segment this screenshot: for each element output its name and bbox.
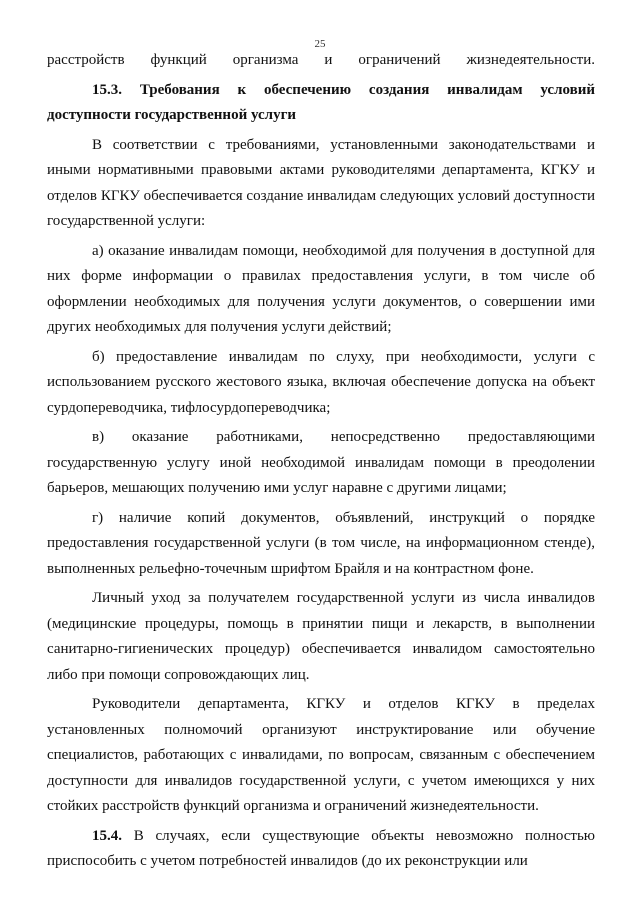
list-item-g: г) наличие копий документов, объявлений, инструкций о порядке предоставления государственной услуги (в том числе, на информационном стенде), выполненных рельефно-точечным шрифтом Брайля и на контрастном фоне. — [47, 509, 595, 577]
section-number: 15.4. — [92, 827, 122, 844]
section-paragraph-15-4 — [47, 824, 595, 875]
paragraph-continuation: расстройств функций организма и ограничений жизнедеятельности. — [47, 52, 595, 68]
list-item-v: в) оказание работниками, непосредственно предоставляющими государственную услугу иной необходимой инвалидам помощи в преодолении барьеров, мешающих получению ими услуг наравне с другими лицами; — [47, 429, 595, 496]
paragraph: Руководители департамента, КГКУ и отделов КГКУ в пределах установленных полномочий организуют инструктирование или обучение специалистов, работающих с инвалидами, по вопросам, связанным с обеспечением доступности для инвалидов государственной услуги, с учетом имеющихся у них стойких расстройств функций организма и ограничений жизнедеятельности. — [47, 696, 595, 814]
paragraph-text: В случаях, если существующие объекты невозможно полностью приспособить с учетом потребностей инвалидов (до их реконструкции или — [47, 827, 595, 869]
section-title: Требования к обеспечению создания инвалидам условий доступности государственной услуги — [47, 81, 595, 123]
section-number: 15.3. — [92, 81, 122, 98]
paragraph: Личный уход за получателем государственной услуги из числа инвалидов (медицинские процедуры, помощь в принятии пищи и лекарств, в выполнении санитарно-гигиенических процедур) обеспечивается инвалидом самостоятельно либо при помощи сопровождающих лиц. — [47, 590, 595, 683]
document-body — [47, 48, 595, 875]
page-number: 25 — [314, 38, 326, 50]
list-item-b: б) предоставление инвалидам по слуху, при необходимости, услуги с использованием русского жестового языка, включая обеспечение допуска на объект сурдопереводчика, тифлосурдопереводчика; — [47, 348, 595, 416]
list-item-a: а) оказание инвалидам помощи, необходимой для получения в доступной для них форме информации о правилах предоставления услуги, в том числе об оформлении необходимых для получения услуги документов, о совершении ими других необходимых для получения услуги действий; — [47, 242, 595, 335]
paragraph: В соответствии с требованиями, установленными законодательствами и иными нормативными правовыми актами руководителями департамента, КГКУ и отделов КГКУ обеспечивается создание инвалидам следующих условий доступности государственной услуги: — [47, 136, 595, 229]
section-heading-15-3 — [47, 78, 595, 129]
